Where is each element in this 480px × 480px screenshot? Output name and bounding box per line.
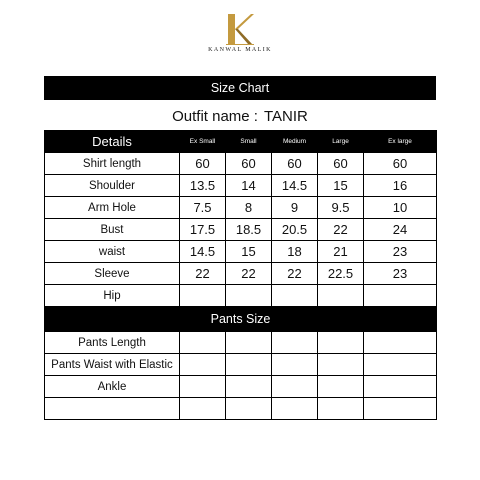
measurement-cell: 17.5 <box>180 219 226 241</box>
table-row <box>45 285 437 307</box>
row-label: waist <box>45 241 180 263</box>
size-column-header: Medium <box>272 131 318 153</box>
brand-k-logo-icon <box>225 12 255 46</box>
measurement-cell: 7.5 <box>180 197 226 219</box>
measurement-cell <box>180 398 226 420</box>
pants-size-title: Pants Size <box>45 307 437 332</box>
measurement-cell: 14.5 <box>180 241 226 263</box>
measurement-cell: 22 <box>318 219 364 241</box>
outfit-label: Outfit name : <box>172 108 258 125</box>
size-column-header: Ex large <box>364 131 437 153</box>
table-row <box>45 263 437 285</box>
size-column-header: Small <box>226 131 272 153</box>
measurement-cell: 15 <box>318 175 364 197</box>
table-row <box>45 241 437 263</box>
measurement-cell: 9 <box>272 197 318 219</box>
measurement-cell: 22 <box>272 263 318 285</box>
row-label: Shoulder <box>45 175 180 197</box>
measurement-cell: 10 <box>364 197 437 219</box>
measurement-cell <box>180 285 226 307</box>
row-label: Arm Hole <box>45 197 180 219</box>
measurement-cell <box>364 398 437 420</box>
measurement-cell <box>272 285 318 307</box>
row-label: Bust <box>45 219 180 241</box>
pants-size-header-row <box>45 307 437 332</box>
measurement-cell: 23 <box>364 263 437 285</box>
measurement-cell <box>226 332 272 354</box>
measurement-cell <box>272 332 318 354</box>
measurement-cell <box>226 376 272 398</box>
measurement-cell: 18.5 <box>226 219 272 241</box>
measurement-cell <box>180 354 226 376</box>
measurement-cell <box>318 376 364 398</box>
measurement-cell: 14.5 <box>272 175 318 197</box>
table-row <box>45 219 437 241</box>
measurement-cell: 13.5 <box>180 175 226 197</box>
measurement-cell: 15 <box>226 241 272 263</box>
measurement-cell: 60 <box>318 153 364 175</box>
size-column-header: Large <box>318 131 364 153</box>
outfit-name <box>44 106 436 128</box>
measurement-cell <box>318 398 364 420</box>
measurement-cell: 16 <box>364 175 437 197</box>
measurement-cell <box>226 398 272 420</box>
row-label: Pants Waist with Elastic <box>45 354 180 376</box>
measurement-cell: 14 <box>226 175 272 197</box>
table-row <box>45 354 437 376</box>
measurement-cell: 60 <box>180 153 226 175</box>
measurement-cell <box>364 376 437 398</box>
outfit-value: TANIR <box>263 108 308 125</box>
measurement-cell: 60 <box>272 153 318 175</box>
table-header-row <box>45 131 437 153</box>
measurement-cell: 9.5 <box>318 197 364 219</box>
row-label: Sleeve <box>45 263 180 285</box>
measurement-cell <box>364 354 437 376</box>
measurement-cell <box>318 285 364 307</box>
table-row <box>45 175 437 197</box>
measurement-cell <box>318 354 364 376</box>
row-label: Hip <box>45 285 180 307</box>
table-row <box>45 197 437 219</box>
brand-name: KANWAL MALIK <box>208 47 272 53</box>
measurement-cell: 21 <box>318 241 364 263</box>
measurement-cell: 60 <box>364 153 437 175</box>
row-label <box>45 398 180 420</box>
size-table <box>44 130 437 420</box>
measurement-cell <box>272 376 318 398</box>
measurement-cell: 20.5 <box>272 219 318 241</box>
measurement-cell <box>180 376 226 398</box>
measurement-cell <box>272 398 318 420</box>
measurement-cell: 22 <box>226 263 272 285</box>
measurement-cell <box>226 285 272 307</box>
measurement-cell <box>364 332 437 354</box>
measurement-cell <box>364 285 437 307</box>
table-row <box>45 398 437 420</box>
row-label: Pants Length <box>45 332 180 354</box>
measurement-cell: 24 <box>364 219 437 241</box>
measurement-cell: 23 <box>364 241 437 263</box>
measurement-cell <box>180 332 226 354</box>
measurement-cell <box>318 332 364 354</box>
size-column-header: Ex Small <box>180 131 226 153</box>
measurement-cell: 22 <box>180 263 226 285</box>
row-label: Ankle <box>45 376 180 398</box>
measurement-cell: 18 <box>272 241 318 263</box>
row-label: Shirt length <box>45 153 180 175</box>
size-chart-title: Size Chart <box>44 76 436 100</box>
measurement-cell: 8 <box>226 197 272 219</box>
measurement-cell <box>226 354 272 376</box>
details-header: Details <box>45 131 180 153</box>
brand-logo <box>0 12 480 53</box>
measurement-cell: 60 <box>226 153 272 175</box>
measurement-cell: 22.5 <box>318 263 364 285</box>
measurement-cell <box>272 354 318 376</box>
table-row <box>45 376 437 398</box>
table-row <box>45 332 437 354</box>
table-row <box>45 153 437 175</box>
